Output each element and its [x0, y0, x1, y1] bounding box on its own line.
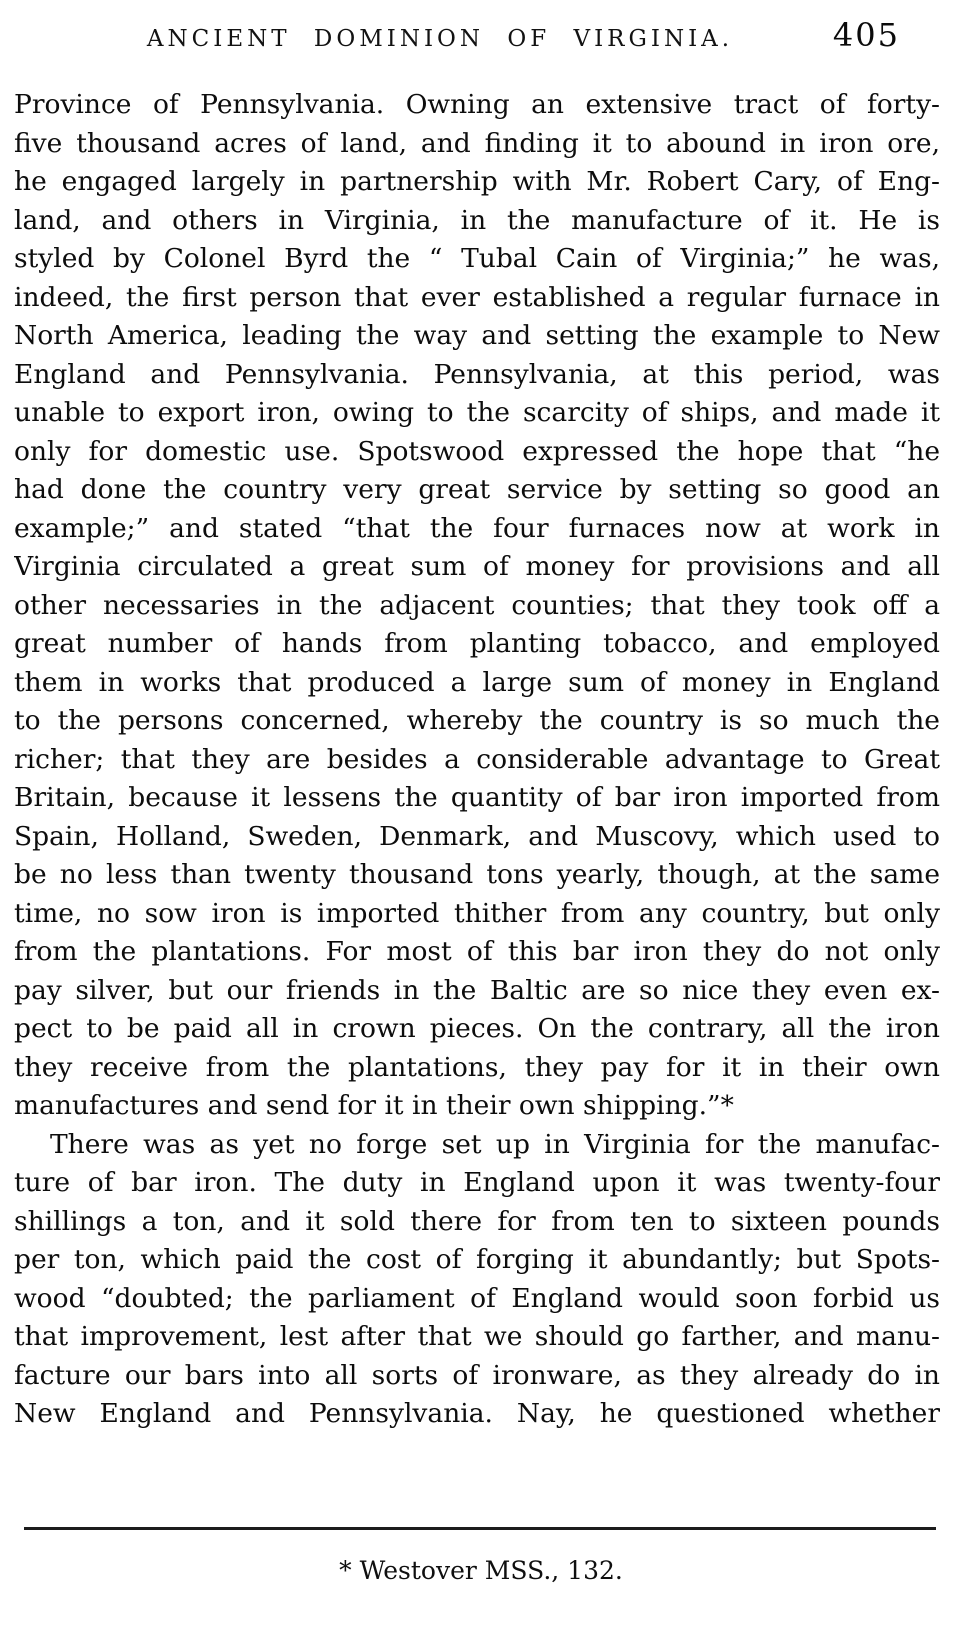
text-line: indeed, the first person that ever established a regular furnace in: [14, 281, 940, 313]
text-line: manufactures and send for it in their own shipping.”*: [14, 1090, 734, 1121]
text-line: Britain, because it lessens the quantity of bar iron imported from: [14, 782, 940, 813]
text-line: land, and others in Virginia, in the manufacture of it. He is: [14, 204, 940, 236]
text-line: styled by Colonel Byrd the “ Tubal Cain of Virginia;” he was,: [14, 243, 940, 274]
text-line: richer; that they are besides a considerable advantage to Great: [14, 743, 940, 775]
text-line: ture of bar iron. The duty in England upon it was twenty-four: [14, 1167, 940, 1198]
text-line: they receive from the plantations, they pay for it in their own: [14, 1051, 940, 1083]
text-line: he engaged largely in partnership with Mr. Robert Cary, of Eng-: [14, 166, 940, 197]
text-line: England and Pennsylvania. Pennsylvania, at this period, was: [14, 358, 940, 390]
text-line: per ton, which paid the cost of forging it abundantly; but Spots-: [14, 1244, 940, 1275]
text-line: wood “doubted; the parliament of England would soon forbid us: [14, 1282, 940, 1314]
text-line: from the plantations. For most of this bar iron they do not only: [14, 936, 940, 967]
text-line: be no less than twenty thousand tons yearly, though, at the same: [14, 859, 940, 890]
text-line: North America, leading the way and setting the example to New: [14, 320, 940, 351]
text-line: pect to be paid all in crown pieces. On the contrary, all the iron: [14, 1013, 940, 1044]
text-line: to the persons concerned, whereby the country is so much the: [14, 705, 940, 736]
footnote-text: * Westover MSS., 132.: [339, 1556, 623, 1585]
page-number: 405: [832, 16, 900, 54]
footnote-separator-rule: [24, 1527, 936, 1530]
running-head-title: ANCIENT DOMINION OF VIRGINIA.: [146, 26, 734, 52]
text-line: other necessaries in the adjacent counties; that they took off a: [14, 589, 940, 621]
text-line: five thousand acres of land, and finding it to abound in iron ore,: [14, 127, 940, 159]
text-line: pay silver, but our friends in the Baltic are so nice they even ex-: [14, 974, 940, 1006]
text-line: had done the country very great service by setting so good an: [14, 474, 940, 505]
text-line: Spain, Holland, Sweden, Denmark, and Muscovy, which used to: [14, 820, 940, 852]
text-line: example;” and stated “that the four furnaces now at work in: [14, 512, 940, 544]
text-line: great number of hands from planting tobacco, and employed: [14, 628, 940, 659]
text-line: them in works that produced a large sum of money in England: [14, 666, 940, 698]
text-line: shillings a ton, and it sold there for from ten to sixteen pounds: [14, 1205, 940, 1237]
text-line: only for domestic use. Spotswood expressed the hope that “he: [14, 435, 940, 467]
text-line: unable to export iron, owing to the scarcity of ships, and made it: [14, 397, 940, 428]
text-line: New England and Pennsylvania. Nay, he questioned whether: [14, 1398, 940, 1429]
text-line: Province of Pennsylvania. Owning an extensive tract of forty-: [14, 89, 940, 120]
text-line: that improvement, lest after that we should go farther, and manu-: [14, 1321, 940, 1352]
page-body-text: [14, 86, 940, 1434]
text-line: There was as yet no forge set up in Virginia for the manufac-: [50, 1128, 940, 1160]
text-line: Virginia circulated a great sum of money for provisions and all: [14, 551, 940, 582]
text-line: facture our bars into all sorts of ironware, as they already do in: [14, 1359, 940, 1391]
text-line: time, no sow iron is imported thither from any country, but only: [14, 897, 940, 929]
